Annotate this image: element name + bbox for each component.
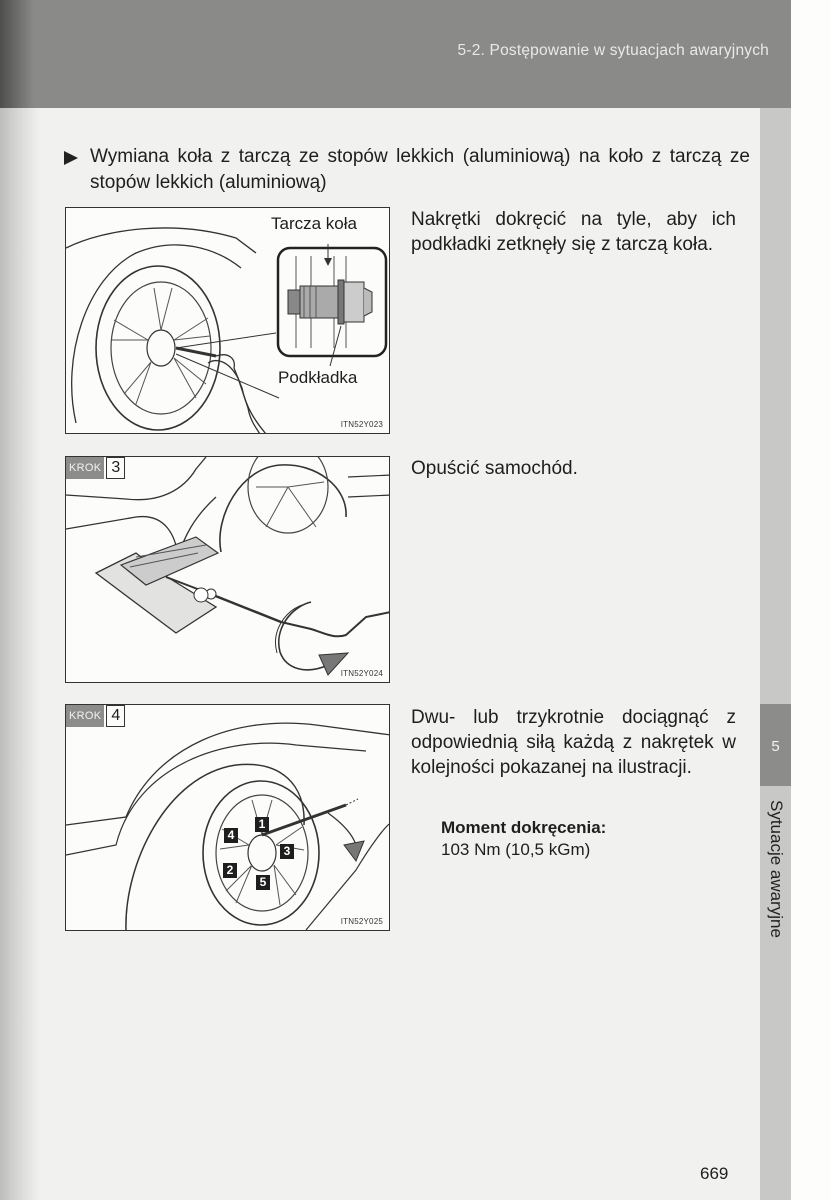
step-word: KROK <box>66 705 104 727</box>
section-header <box>0 0 791 108</box>
wheel-nut-illustration <box>66 208 390 434</box>
header-edge-shade <box>0 0 34 108</box>
label-wheel-disc: Tarcza koła <box>271 214 357 233</box>
intro-text: Wymiana koła z tarczą ze stopów lekkich (aluminiową) na koło z tarczą ze stopów lekkich (aluminiową) <box>90 146 750 193</box>
nut-order-5: 5 <box>256 875 270 890</box>
bullet-triangle-icon <box>64 151 78 165</box>
torque-spec-label: Moment dokręcenia: <box>441 818 607 837</box>
page-edge <box>791 0 831 1200</box>
page-number: 669 <box>700 1164 729 1183</box>
tightening-order-illustration <box>66 705 390 931</box>
nut-order-3: 3 <box>280 844 294 859</box>
step-badge <box>66 705 125 727</box>
figure-code: ITN52Y025 <box>340 917 383 926</box>
step-word: KROK <box>66 457 104 479</box>
figure-2-text: Opuścić samochód. <box>411 458 578 479</box>
torque-spec-value: 103 Nm (10,5 kGm) <box>441 840 591 859</box>
label-washer: Podkładka <box>278 368 358 387</box>
figure-1-text: Nakrętki dokręcić na tyle, aby ich podkładki zetknęły się z tarczą koła. <box>411 209 736 255</box>
figure-3-text: Dwu- lub trzykrotnie dociągnąć z odpowiednią siłą każdą z nakrętek w kolejności pokazanej na ilustracji. <box>411 707 736 778</box>
step-number: 4 <box>106 705 125 727</box>
figure-tighten-nuts <box>65 704 390 931</box>
figure-code: ITN52Y024 <box>340 669 383 678</box>
nut-order-4: 4 <box>224 828 238 843</box>
step-badge <box>66 457 125 479</box>
jack-lowering-illustration <box>66 457 390 683</box>
chapter-tab-label: Sytuacje awaryjne <box>767 800 786 938</box>
chapter-tab-number: 5 <box>771 738 780 755</box>
nut-order-1: 1 <box>255 817 269 832</box>
figure-wheel-nut-washer <box>65 207 390 434</box>
figure-code: ITN52Y023 <box>340 420 383 429</box>
torque-spec <box>441 817 606 861</box>
section-title: 5-2. Postępowanie w sytuacjach awaryjnych <box>457 42 769 59</box>
figure-lower-vehicle <box>65 456 390 683</box>
page-binding-shadow <box>0 0 40 1200</box>
nut-order-2: 2 <box>223 863 237 878</box>
intro-bullet <box>64 144 750 196</box>
chapter-tab-strip <box>760 108 791 1200</box>
step-number: 3 <box>106 457 125 479</box>
